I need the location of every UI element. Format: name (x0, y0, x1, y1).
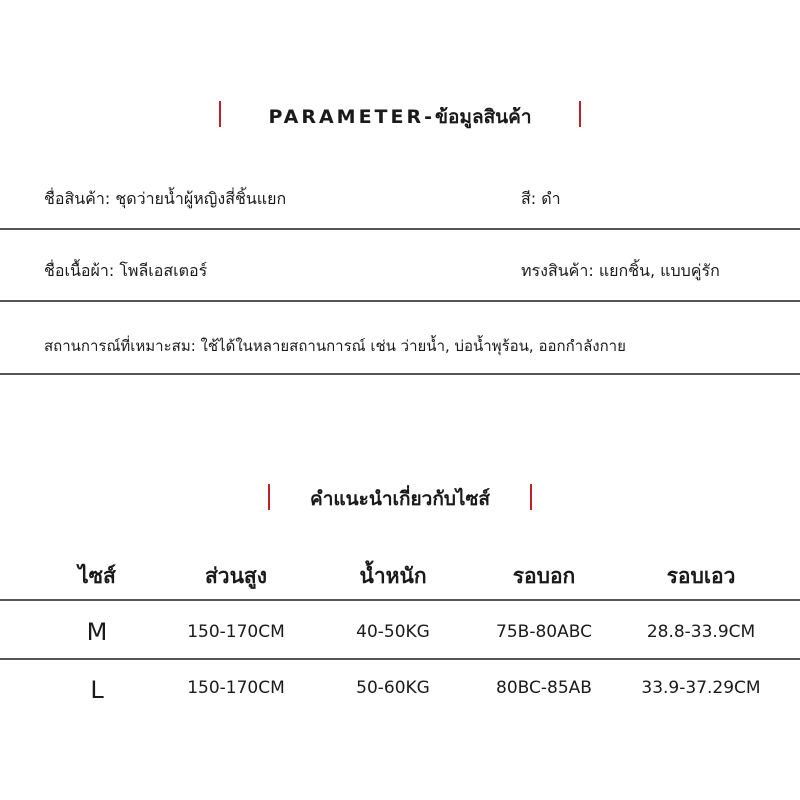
table-row-size: L (90, 676, 104, 704)
parameter-heading (0, 102, 800, 132)
parameter-heading-en: PARAMETER- (268, 106, 436, 128)
parameter-heading-th: ข้อมูลสินค้า (435, 106, 532, 128)
suitable-occasions: สถานการณ์ที่เหมาะสม: ใช้ได้ในหลายสถานการณ์ เช่น ว่ายน้ำ, บ่อน้ำพุร้อน, ออกกำลังกาย (44, 337, 626, 355)
table-row-size: M (86, 618, 108, 646)
table-row-waist: 28.8-33.9CM (646, 622, 756, 642)
height-col-header: ส่วนสูง (204, 564, 268, 588)
size-heading-accent-bar-right (530, 484, 532, 510)
divider (0, 373, 800, 375)
product-color: สี: ดำ (521, 189, 561, 208)
table-divider (0, 599, 800, 601)
table-row-bust: 80BC-85AB (496, 678, 592, 698)
size-col-header: ไซส์ (78, 564, 116, 588)
bust-col-header: รอบอก (512, 564, 576, 588)
weight-col-header: น้ำหนัก (359, 564, 427, 588)
product-shape: ทรงสินค้า: แยกชิ้น, แบบคู่รัก (521, 261, 720, 280)
table-row-bust: 75B-80ABC (496, 622, 592, 642)
fabric-name: ชื่อเนื้อผ้า: โพลีเอสเตอร์ (44, 261, 208, 280)
table-divider (0, 658, 800, 660)
table-row-waist: 33.9-37.29CM (641, 678, 761, 698)
heading-accent-bar-right (579, 101, 581, 127)
table-row-weight: 50-60KG (356, 678, 430, 698)
table-row-height: 150-170CM (187, 678, 285, 698)
table-row-weight: 40-50KG (356, 622, 430, 642)
product-name: ชื่อสินค้า: ชุดว่ายน้ำผู้หญิงสี่ชิ้นแยก (44, 189, 287, 208)
size-guide-heading: คำแนะนำเกี่ยวกับไซส์ (310, 488, 490, 510)
divider (0, 300, 800, 302)
divider (0, 228, 800, 230)
waist-col-header: รอบเอว (666, 564, 736, 588)
table-row-height: 150-170CM (187, 622, 285, 642)
